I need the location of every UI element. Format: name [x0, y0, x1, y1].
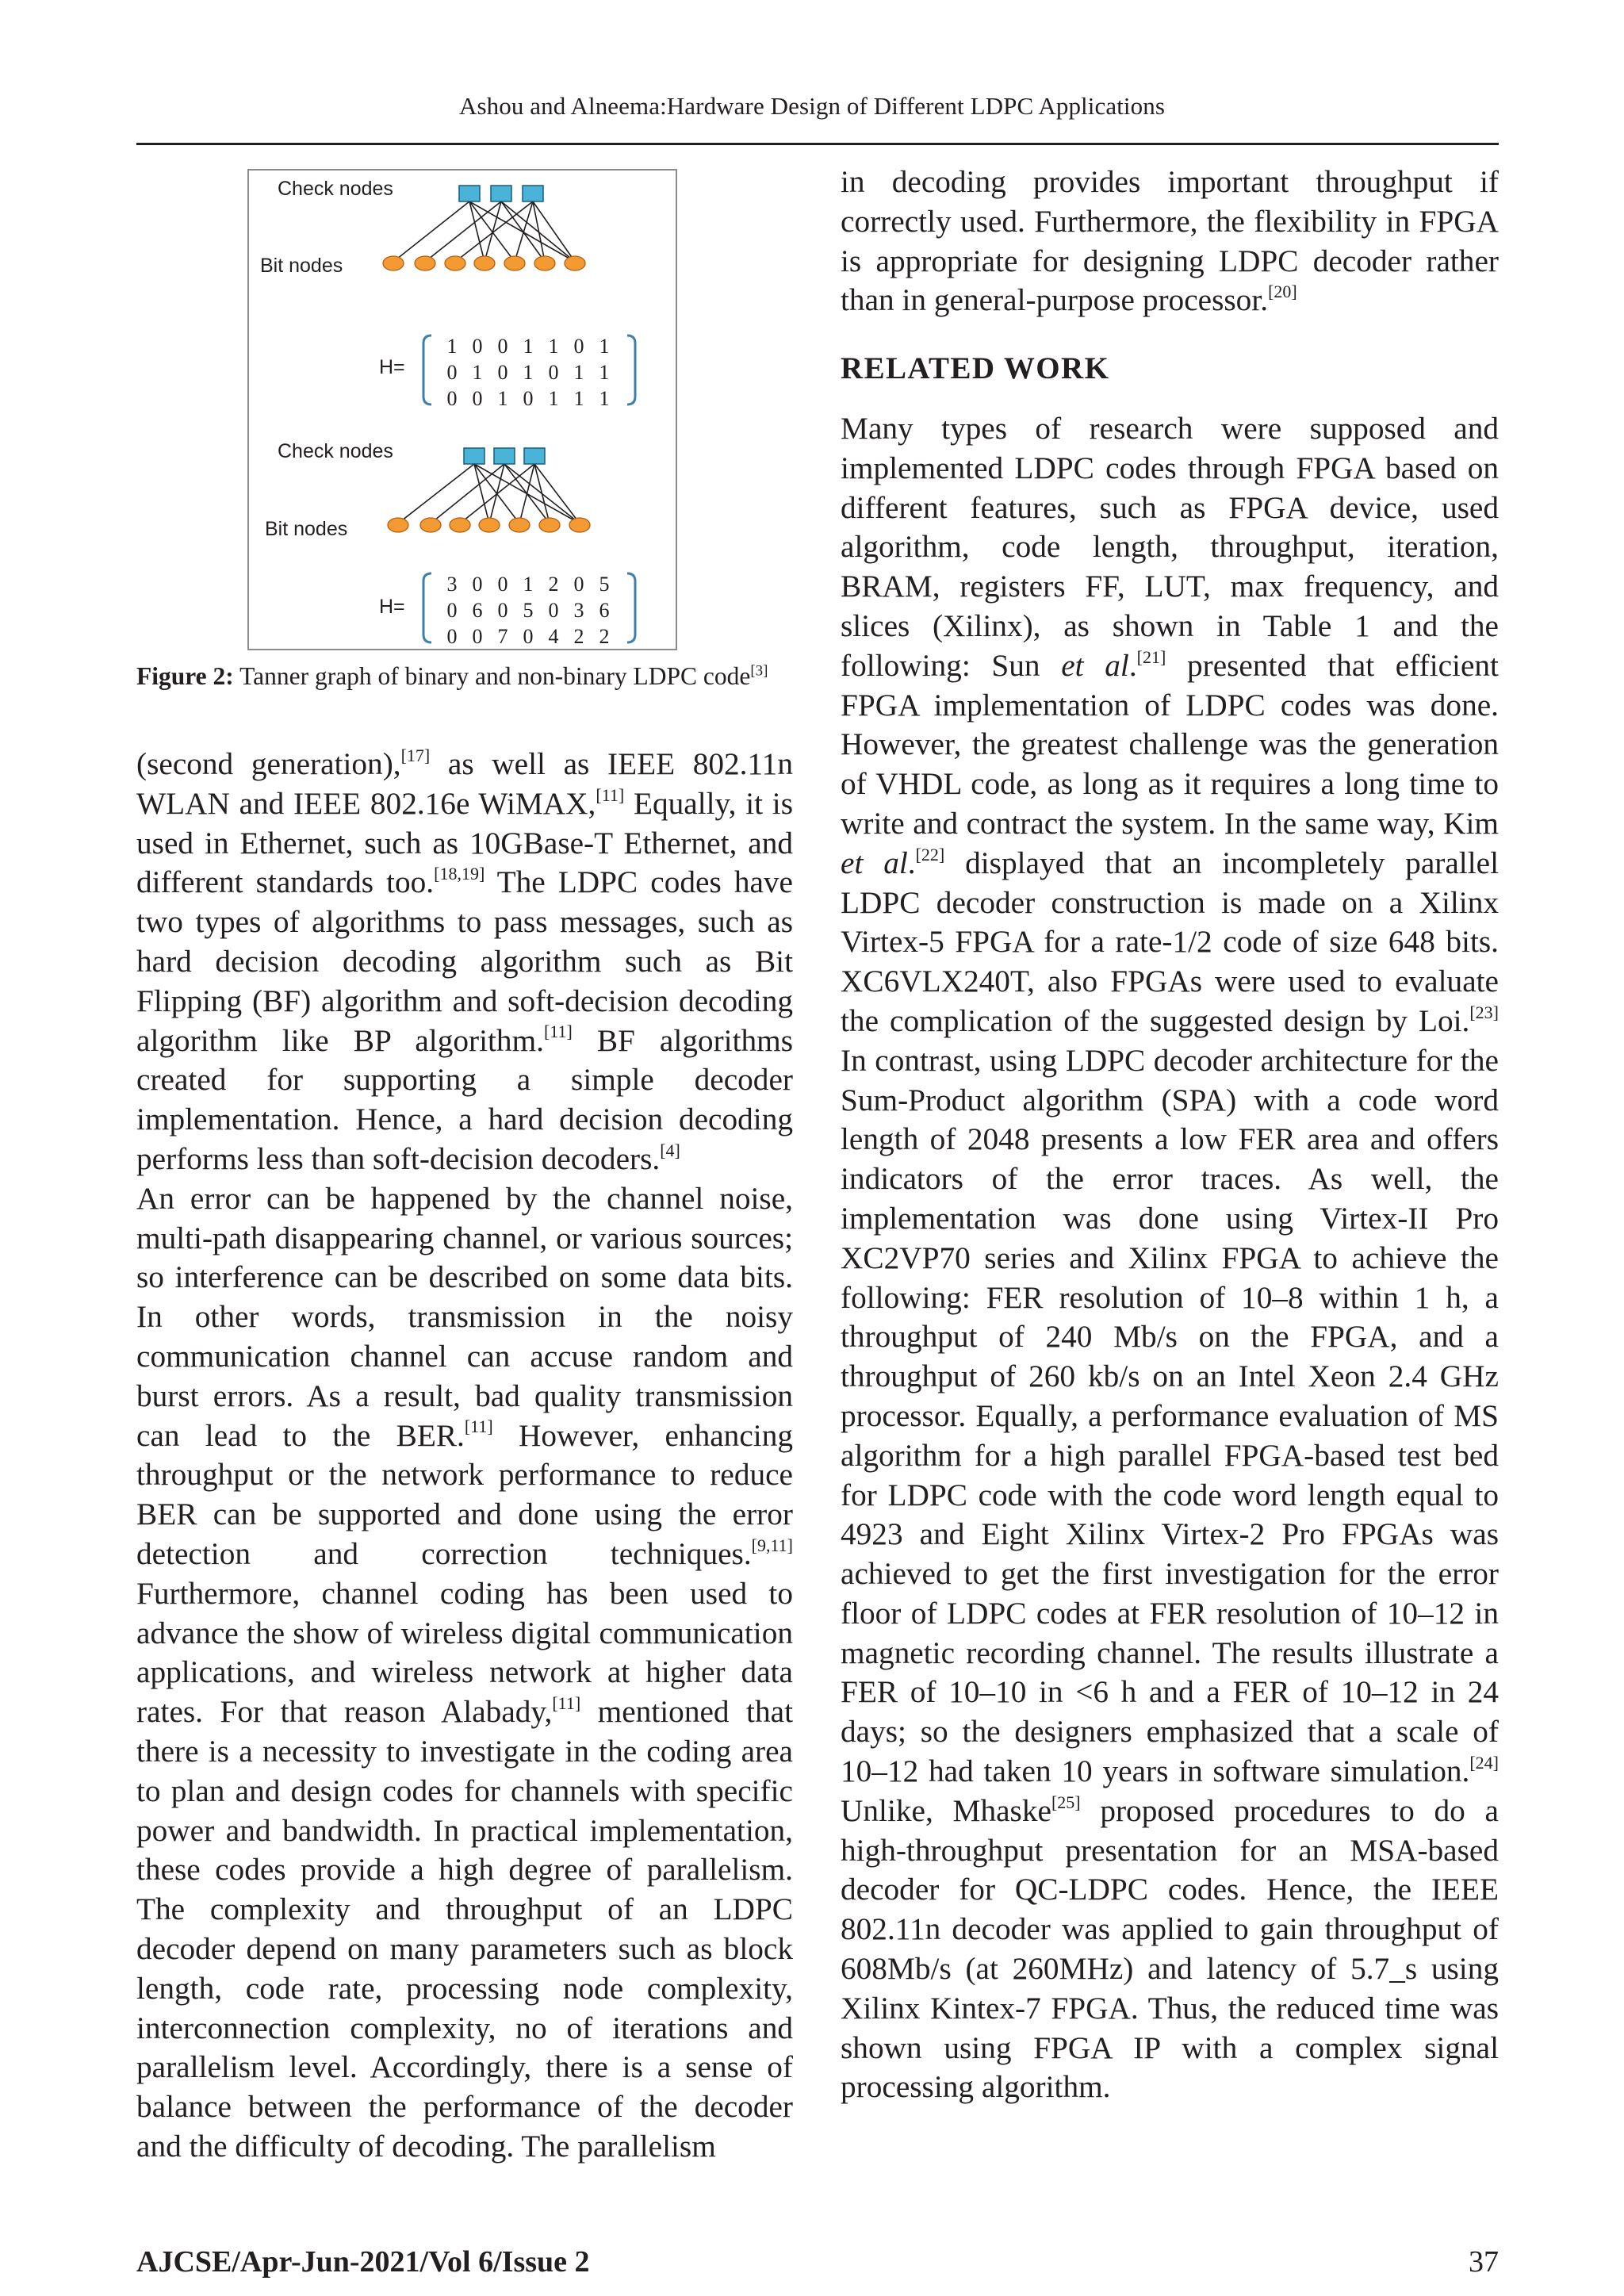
- nonbinary-matrix-cell: 2: [599, 625, 610, 648]
- citation: [11]: [552, 1693, 581, 1714]
- graph1-bit-node: [534, 256, 555, 270]
- binary-matrix-cell: 1: [523, 335, 534, 358]
- binary-matrix-cell: 0: [497, 335, 508, 358]
- paragraph: Many types of research were supposed and implemented LDPC codes through FPGA based on different features, such as FPGA device, used algorithm, code length, throughput, iteration, BRAM, registers FF, LUT, max frequency, and slices (Xilinx), as shown in Table 1 and the following: Sun et al.[21] presented that efficient FPGA implementation of LDPC codes was done. However, the greatest challenge was the generation of VHDL code, as long as it requires a long time to write and contract the system. In the same way, Kim et al.[22] displayed that an incompletely parallel LDPC decoder construction is made on a Xilinx Virtex-5 FPGA for a rate-1/2 code of size 648 bits. XC6VLX240T, also FPGAs were used to evaluate the complication of the suggested design by Loi.[23] In contrast, using LDPC decoder architecture for the Sum-Product algorithm (SPA) with a code word length of 2048 presents a low FER area and offers indicators of the error traces. As well, the implementation was done using Virtex-II Pro XC2VP70 series and Xilinx FPGA to achieve the following: FER resolution of 10–8 within 1 h, a throughput of 240 Mb/s on the FPGA, and a throughput of 260 kb/s on an Intel Xeon 2.4 GHz processor. Equally, a performance evaluation of MS algorithm for a high parallel FPGA-based test bed for LDPC code with the code word length equal to 4923 and Eight Xilinx Virtex-2 Pro FPGAs was achieved to get the first investigation for the error floor of LDPC codes at FER resolution of 10–12 in magnetic recording channel. The results illustrate a FER of 10–10 in <6 h and a FER of 10–12 in 24 days; so the designers emphasized that a scale of 10–12 had taken 10 years in software simulation.[24] Unlike, Mhaske[25] proposed procedures to do a high-throughput presentation for an MSA-based decoder for QC-LDPC codes. Hence, the IEEE 802.11n decoder was applied to gain throughput of 608Mb/s (at 260MHz) and latency of 5.7_s using Xilinx Kintex-7 FPGA. Thus, the reduced time was shown using FPGA IP with a complex signal processing algorithm.: [841, 410, 1499, 2105]
- binary-matrix-cell: 0: [472, 387, 483, 410]
- h-label-1: H=: [379, 356, 405, 378]
- binary-matrix-cell: 1: [548, 387, 559, 410]
- nonbinary-matrix-cell: 0: [548, 599, 559, 622]
- binary-matrix-cell: 0: [446, 361, 458, 384]
- matrix-bracket-left-2: [423, 573, 431, 642]
- graph2-bit-node: [509, 518, 530, 532]
- citation: [9,11]: [751, 1535, 793, 1555]
- page-number: 37: [1469, 2245, 1499, 2279]
- citation: [21]: [1136, 646, 1166, 667]
- citation: [4]: [660, 1140, 680, 1160]
- right-column: [841, 163, 1499, 2107]
- h-label-2: H=: [379, 596, 405, 618]
- graph1-edge: [393, 201, 469, 262]
- matrix-bracket-left-1: [423, 335, 431, 404]
- paragraph: (second generation),[17] as well as IEEE 802.11n WLAN and IEEE 802.16e WiMAX,[11] Equally, it is used in Ethernet, such as 10GBase-T Ethernet, and different standards too.[18,19] The LDPC codes have two types of algorithms to pass messages, such as hard decision decoding algorithm such as Bit Flipping (BF) algorithm and soft-decision decoding algorithm like BP algorithm.[11] BF algorithms created for supporting a simple decoder implementation. Hence, a hard decision decoding performs less than soft-decision decoders.[4]: [136, 745, 793, 1176]
- parity-matrix-binary: [447, 335, 610, 410]
- binary-matrix-cell: 0: [573, 335, 584, 358]
- citation: [18,19]: [434, 864, 485, 884]
- nonbinary-matrix-cell: 3: [446, 573, 458, 596]
- nonbinary-matrix-cell: 0: [497, 573, 508, 596]
- graph2-bit-node: [450, 518, 470, 532]
- binary-matrix-cell: 1: [497, 387, 508, 410]
- citation: [17]: [400, 745, 431, 765]
- citation: [11]: [464, 1416, 493, 1437]
- graph1-check-node: [491, 186, 511, 201]
- matrix-bracket-right-1: [627, 335, 635, 404]
- parity-matrix-nonbinary: [447, 573, 610, 648]
- binary-matrix-cell: 1: [472, 361, 483, 384]
- nonbinary-matrix-cell: 3: [573, 599, 584, 622]
- bit-nodes-label-1: Bit nodes: [260, 255, 343, 277]
- graph2-bit-node: [388, 518, 408, 532]
- matrix-bracket-right-2: [627, 573, 635, 642]
- graph1-bit-node: [415, 256, 435, 270]
- bit-nodes-label-2: Bit nodes: [265, 518, 348, 540]
- graph2-bit-node: [539, 518, 560, 532]
- graph1-bit-node: [474, 256, 495, 270]
- nonbinary-matrix-cell: 4: [548, 625, 559, 648]
- citation: [22]: [915, 844, 945, 864]
- binary-matrix-cell: 0: [523, 387, 534, 410]
- nonbinary-matrix-cell: 5: [599, 573, 610, 596]
- paragraph: in decoding provides important throughput if correctly used. Furthermore, the flexibility in FPGA is appropriate for designing LDPC decoder rather than in general-purpose processor.[20]: [841, 164, 1499, 318]
- citation: [24]: [1469, 1752, 1499, 1773]
- binary-matrix-cell: 1: [523, 361, 534, 384]
- graph2-check-node: [464, 448, 485, 464]
- tanner-graph-figure: [249, 171, 676, 649]
- binary-matrix-cell: 0: [497, 361, 508, 384]
- citation: [11]: [543, 1022, 573, 1042]
- graph2-edge: [519, 464, 534, 523]
- graph2-edge: [398, 464, 474, 523]
- citation: [25]: [1051, 1792, 1081, 1812]
- binary-matrix-cell: 1: [548, 335, 559, 358]
- citation: [23]: [1469, 1002, 1499, 1022]
- nonbinary-matrix-cell: 6: [472, 599, 483, 622]
- figure-caption: Figure 2: Tanner graph of binary and non-binary LDPC code[3]: [136, 662, 768, 690]
- graph1-check-node: [459, 186, 480, 201]
- citation: [11]: [596, 784, 625, 805]
- paragraph: An error can be happened by the channel noise, multi-path disappearing channel, or various sources; so interference can be described on some data bits. In other words, transmission in the noisy communication channel can accuse random and burst errors. As a result, bad quality transmission can lead to the BER.[11] However, enhancing throughput or the network performance to reduce BER can be supported and done using the error detection and correction techniques.[9,11] Furthermore, channel coding has been used to advance the show of wireless digital communication applications, and wireless network at higher data rates. For that reason Alabady,[11] mentioned that there is a necessity to investigate in the coding area to plan and design codes for channels with specific power and bandwidth. In practical implementation, these codes provide a high degree of parallelism. The complexity and throughput of an LDPC decoder depend on many parameters such as block length, code rate, processing node complexity, interconnection complexity, no of iterations and parallelism level. Accordingly, there is a sense of balance between the performance of the decoder and the difficulty of decoding. The parallelism: [136, 1180, 793, 2164]
- nonbinary-matrix-cell: 1: [523, 573, 534, 596]
- citation: [20]: [1268, 282, 1297, 302]
- nonbinary-matrix-cell: 6: [599, 599, 610, 622]
- graph2-bit-node: [479, 518, 500, 532]
- binary-matrix-cell: 0: [472, 335, 483, 358]
- graph1-bit-node: [565, 256, 585, 270]
- graph2-edge: [460, 464, 534, 523]
- binary-matrix-cell: 1: [446, 335, 458, 358]
- check-nodes-label-2: Check nodes: [278, 440, 393, 462]
- nonbinary-matrix-cell: 2: [548, 573, 559, 596]
- graph2-check-node: [494, 448, 515, 464]
- nonbinary-matrix-cell: 5: [523, 599, 534, 622]
- graph2-check-node: [524, 448, 545, 464]
- nonbinary-matrix-cell: 0: [472, 573, 483, 596]
- graph1-edge: [515, 201, 533, 262]
- nonbinary-matrix-cell: 0: [446, 599, 458, 622]
- binary-matrix-cell: 1: [599, 361, 610, 384]
- binary-matrix-cell: 1: [599, 335, 610, 358]
- binary-matrix-cell: 0: [548, 361, 559, 384]
- figure-2: [247, 169, 677, 650]
- nonbinary-matrix-cell: 7: [497, 625, 508, 648]
- journal-footer: AJCSE/Apr-Jun-2021/Vol 6/Issue 2: [136, 2245, 590, 2279]
- nonbinary-matrix-cell: 0: [497, 599, 508, 622]
- graph2-edge: [431, 464, 504, 523]
- nonbinary-matrix-cell: 0: [472, 625, 483, 648]
- binary-matrix-cell: 0: [446, 387, 458, 410]
- nonbinary-matrix-cell: 2: [573, 625, 584, 648]
- binary-matrix-cell: 1: [573, 361, 584, 384]
- graph2-bit-node: [420, 518, 441, 532]
- graph1-bit-node: [504, 256, 525, 270]
- graph2-bit-node: [569, 518, 590, 532]
- graph1-edge: [425, 201, 501, 262]
- section-heading: RELATED WORK: [841, 351, 1110, 386]
- graph1-edge: [485, 201, 501, 262]
- check-nodes-label-1: Check nodes: [278, 178, 393, 200]
- running-header: Ashou and Alneema:Hardware Design of Different LDPC Applications: [459, 92, 1165, 120]
- binary-matrix-cell: 1: [599, 387, 610, 410]
- graph1-bit-node: [445, 256, 465, 270]
- nonbinary-matrix-cell: 0: [573, 573, 584, 596]
- nonbinary-matrix-cell: 0: [446, 625, 458, 648]
- graph1-check-node: [523, 186, 543, 201]
- binary-matrix-cell: 1: [573, 387, 584, 410]
- header-rule: [136, 143, 1499, 145]
- left-column: [136, 745, 793, 2167]
- nonbinary-matrix-cell: 0: [523, 625, 534, 648]
- graph1-bit-node: [383, 256, 404, 270]
